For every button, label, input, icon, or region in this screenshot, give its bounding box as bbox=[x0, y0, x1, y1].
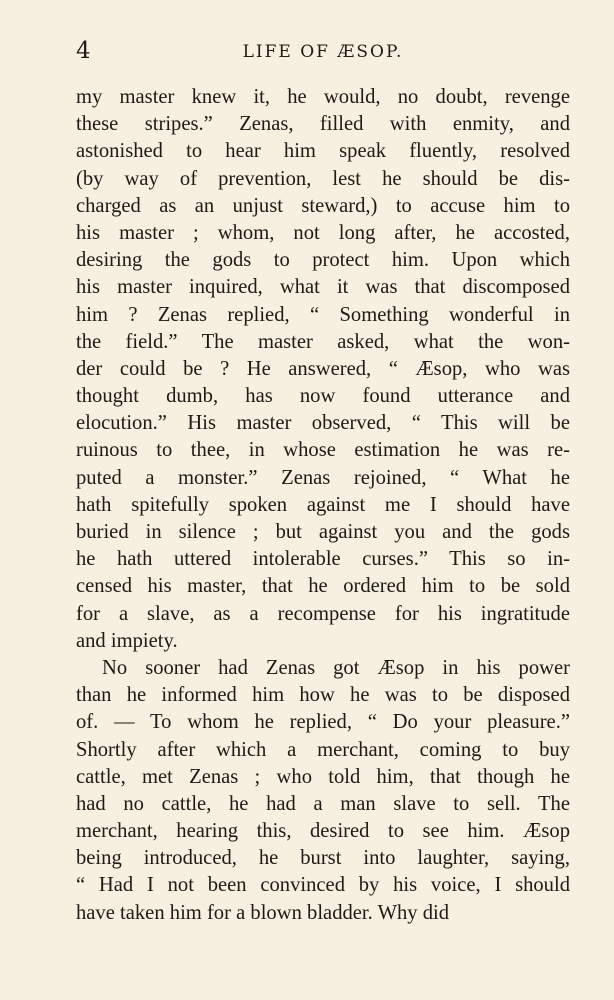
text-line: cattle, met Zenas ; who told him, that though he bbox=[76, 765, 570, 788]
page-number: 4 bbox=[76, 38, 91, 64]
text-line: for a slave, as a recompense for his ingratitude bbox=[76, 602, 570, 625]
text-line: him ? Zenas replied, “ Something wonderful in bbox=[76, 303, 570, 326]
page-header bbox=[76, 38, 570, 68]
text-line: of. — To whom he replied, “ Do your pleasure.” bbox=[76, 711, 570, 734]
text-line: desiring the gods to protect him. Upon which bbox=[76, 249, 570, 272]
text-line: elocution.” His master observed, “ This will be bbox=[76, 412, 570, 435]
text-line: have taken him for a blown bladder. Why did bbox=[76, 901, 450, 924]
text-line: thought dumb, has now found utterance and bbox=[76, 385, 570, 408]
text-line: being introduced, he burst into laughter, saying, bbox=[76, 847, 570, 870]
text-line: than he informed him how he was to be disposed bbox=[76, 684, 570, 707]
text-line: censed his master, that he ordered him to be sold bbox=[76, 575, 570, 598]
body-text bbox=[76, 84, 570, 927]
text-line: ruinous to thee, in whose estimation he was re- bbox=[76, 439, 570, 462]
text-line: astonished to hear him speak fluently, resolved bbox=[76, 140, 570, 163]
text-line: he hath uttered intolerable curses.” This so in- bbox=[76, 548, 570, 571]
text-line: merchant, hearing this, desired to see him. Æsop bbox=[76, 820, 570, 843]
text-line: buried in silence ; but against you and the gods bbox=[76, 521, 570, 543]
text-line: Shortly after which a merchant, coming to buy bbox=[76, 738, 570, 761]
text-line: (by way of prevention, lest he should be dis- bbox=[76, 167, 570, 190]
text-line: had no cattle, he had a man slave to sell. The bbox=[76, 792, 570, 815]
paragraph bbox=[76, 84, 570, 655]
text-line: hath spitefully spoken against me I should have bbox=[76, 493, 570, 516]
running-title: LIFE OF ÆSOP. bbox=[242, 42, 404, 62]
text-line: der could be ? He answered, “ Æsop, who was bbox=[76, 357, 570, 380]
text-line: the field.” The master asked, what the won- bbox=[76, 330, 570, 353]
text-line: No sooner had Zenas got Æsop in his power bbox=[102, 656, 570, 679]
text-line: and impiety. bbox=[76, 629, 178, 652]
text-line: my master knew it, he would, no doubt, revenge bbox=[76, 86, 570, 108]
text-line: his master inquired, what it was that discomposed bbox=[76, 276, 570, 299]
text-line: charged as an unjust steward,) to accuse him to bbox=[76, 194, 570, 217]
text-line: “ Had I not been convinced by his voice, I should bbox=[76, 874, 570, 897]
paragraph bbox=[76, 655, 570, 927]
text-line: these stripes.” Zenas, filled with enmity, and bbox=[76, 113, 570, 136]
text-line: puted a monster.” Zenas rejoined, “ What he bbox=[76, 466, 570, 489]
text-line: his master ; whom, not long after, he accosted, bbox=[76, 221, 570, 244]
